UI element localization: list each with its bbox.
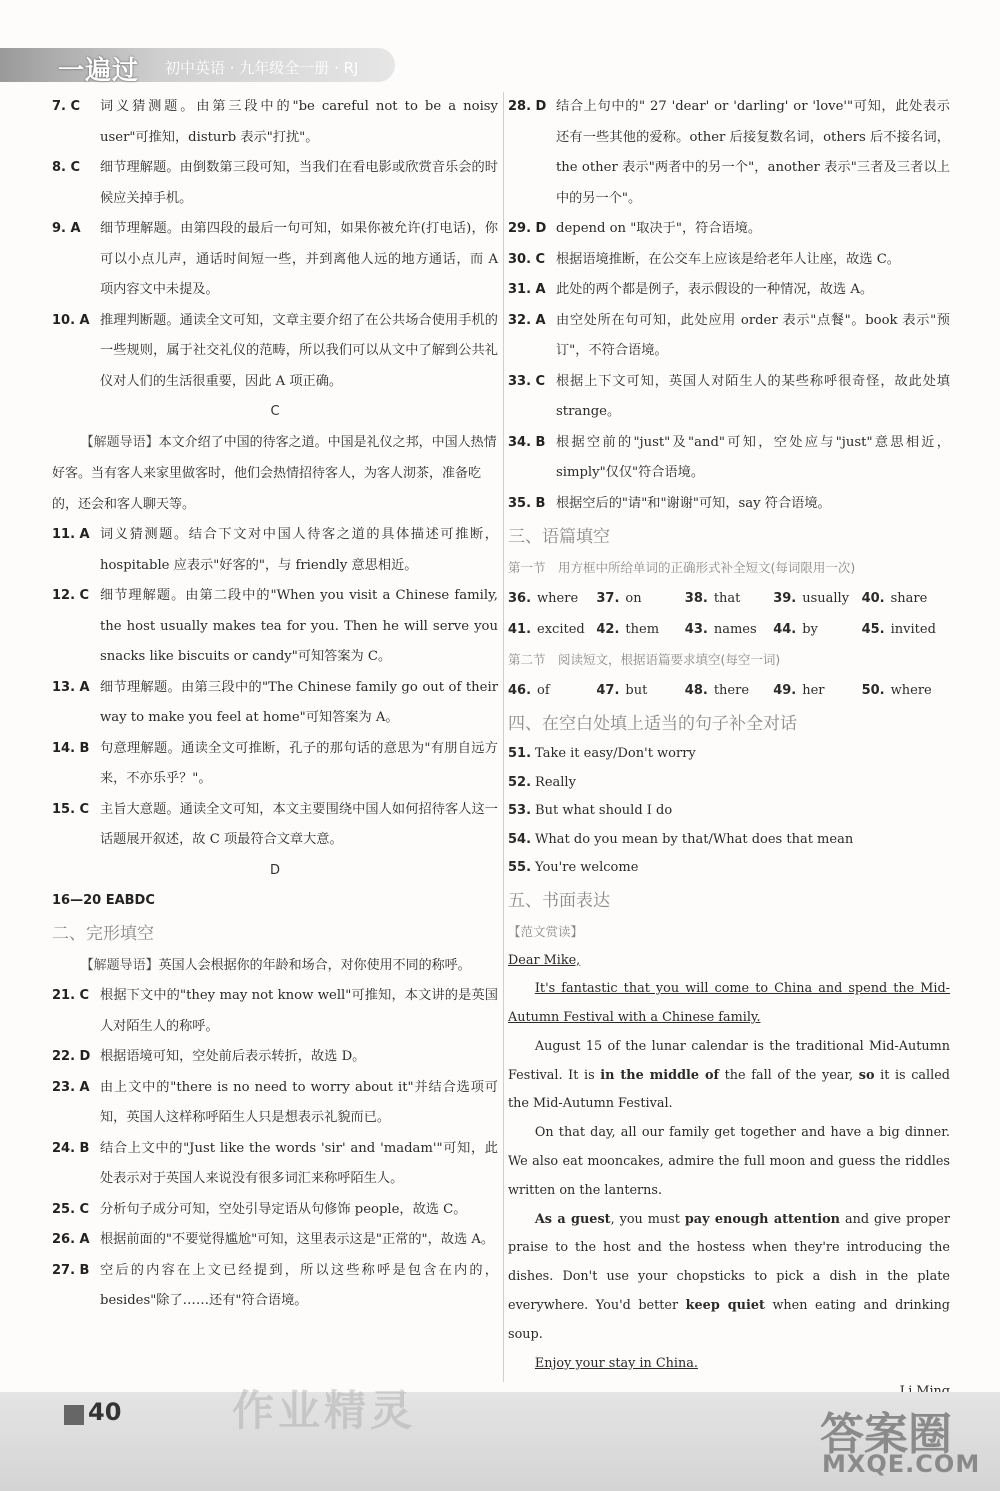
blank-number: 49. xyxy=(773,683,797,698)
answer-number: 29. D xyxy=(508,221,547,236)
book-title: 初中英语 · 九年级全一册 · RJ xyxy=(165,59,359,77)
answer-explanation: 根据下文中的"they may not know well"可推知，本文讲的是英国人对陌生人的称呼。 xyxy=(100,988,498,1034)
book-logo: 一遍过 xyxy=(58,56,140,86)
blank-answer xyxy=(508,583,596,614)
blank-word: usually xyxy=(802,591,850,606)
essay-highlight: pay enough attention xyxy=(684,1211,840,1227)
blank-answer xyxy=(773,614,861,645)
answer-item xyxy=(52,306,498,398)
blank-number: 39. xyxy=(773,591,797,606)
blank-answer xyxy=(862,675,950,706)
answer-explanation: 细节理解题。由第四段的最后一句可知，如果你被允许(打电话)，你可以小点儿声，通话时间短一些，并到离他人远的地方通话，而 A 项内容文中未提及。 xyxy=(100,221,498,297)
dialogue-answer xyxy=(508,797,950,826)
answer-list xyxy=(52,981,498,1317)
essay-highlight: keep quiet xyxy=(685,1298,765,1314)
blank-number: 47. xyxy=(596,683,620,698)
blank-answer xyxy=(685,583,773,614)
column-divider xyxy=(503,92,504,1382)
answer-grid-2 xyxy=(508,675,950,706)
answer-explanation: 细节理解题。由第三段中的"The Chinese family go out of their way to make you feel at home"可知答案为 A。 xyxy=(100,679,498,725)
blank-number: 40. xyxy=(861,591,885,606)
answer-explanation: 结合上文中的"Just like the words 'sir' and 'madam'"可知，此处表示对于英国人来说没有很多词汇来称呼陌生人。 xyxy=(100,1140,498,1186)
answer-number: 26. A xyxy=(52,1232,90,1247)
essay-closing: Enjoy your stay in China. xyxy=(534,1355,698,1371)
dialogue-answer xyxy=(508,854,950,883)
answer-grid-1 xyxy=(508,583,950,645)
answer-explanation: 由上文中的"there is no need to worry about it"并结合选项可知，英国人这样称呼陌生人只是想表示礼貌而已。 xyxy=(100,1079,498,1125)
answer-item xyxy=(508,306,950,367)
answer-number: 55. xyxy=(508,860,532,875)
blank-word: her xyxy=(802,683,825,698)
watermark: 作业精灵 xyxy=(232,1386,417,1435)
subsection-title-1: 第一节 用方框中所给单词的正确形式补全短文(每词限用一次) xyxy=(508,560,856,575)
essay-text: and give proper praise to the host and the hostess when they're introducing the dishes. Don't use your chopsticks to pick a dish in the plate everywhere. You'd better xyxy=(508,1211,951,1314)
essay-highlight: in the middle of xyxy=(600,1067,720,1083)
answer-number: 34. B xyxy=(508,434,546,450)
answer-item xyxy=(52,1073,498,1134)
answer-number: 25. C xyxy=(52,1201,90,1217)
essay-greeting: Dear Mike, xyxy=(508,952,581,968)
answer-explanation: 词义猜测题。结合下文对中国人待客之道的具体描述可推断，hospitable 应表示"好客的"，与 friendly 意思相近。 xyxy=(100,527,498,573)
blank-word: that xyxy=(713,591,741,606)
answer-item xyxy=(52,981,498,1042)
answer-number: 7. C xyxy=(52,99,81,114)
answer-number: 51. xyxy=(508,746,532,761)
answer-explanation: 结合上句中的" 27 'dear' or 'darling' or 'love'"可知，此处表示还有一些其他的爱称。other 后接复数名词，others 后不接名词，the other 表示"两者中的另一个"，another 表示"三者及三者以上中的另一个"。 xyxy=(556,99,950,206)
answer-explanation: 空后的内容在上文已经提到，所以这些称呼是包含在内的，besides"除了……还有"符合语境。 xyxy=(100,1262,498,1308)
answer-item xyxy=(508,92,950,214)
answer-item xyxy=(508,367,950,428)
answer-number: 10. A xyxy=(52,312,90,328)
answer-explanation: depend on "取决于"，符合语境。 xyxy=(556,221,762,236)
answer-list xyxy=(52,520,498,856)
answer-explanation: 根据语境可知，空处前后表示转折，故选 D。 xyxy=(100,1049,366,1064)
answer-number: 14. B xyxy=(52,740,90,756)
blank-word: on xyxy=(625,591,642,606)
answer-sentence: Take it easy/Don't worry xyxy=(535,746,696,761)
blank-answer xyxy=(773,675,861,706)
answer-item xyxy=(52,214,498,306)
solution-guide-c xyxy=(52,427,498,520)
guide-tag: 【解题导语】 xyxy=(80,435,159,450)
blank-number: 38. xyxy=(684,591,708,606)
answer-number: 28. D xyxy=(508,99,547,114)
answer-explanation: 词义猜测题。由第三段中的"be careful not to be a noisy user"可推知，disturb 表示"打扰"。 xyxy=(100,99,498,145)
answer-number: 53. xyxy=(508,803,532,818)
answer-item xyxy=(508,245,950,276)
blank-number: 41. xyxy=(508,622,532,637)
essay-paragraph-4 xyxy=(508,1206,950,1350)
sample-essay xyxy=(508,947,950,1408)
blank-answer xyxy=(596,675,684,706)
answer-item xyxy=(508,275,950,306)
answer-sentence: Really xyxy=(535,774,576,790)
answer-number: 11. A xyxy=(52,527,90,542)
blank-word: but xyxy=(625,683,648,698)
solution-guide-cloze xyxy=(52,950,498,981)
answer-number: 52. xyxy=(508,774,532,790)
answer-explanation: 主旨大意题。通读全文可知，本文主要围绕中国人如何招待客人这一话题展开叙述，故 C 项最符合文章大意。 xyxy=(100,801,498,847)
section-title-dialogue: 四、在空白处填上适当的句子补全对话 xyxy=(508,714,797,734)
answer-list xyxy=(508,92,950,519)
answer-number: 12. C xyxy=(52,588,90,603)
answer-item xyxy=(52,734,498,795)
answer-number: 15. C xyxy=(52,801,90,817)
essay-text: , you must xyxy=(610,1211,685,1227)
blank-number: 37. xyxy=(596,591,620,606)
answer-explanation: 根据空后的"请"和"谢谢"可知，say 符合语境。 xyxy=(556,495,831,511)
passage-label-d: D xyxy=(269,862,280,878)
blank-answer xyxy=(862,583,950,614)
guide-text: 英国人会根据你的年龄和场合，对你使用不同的称呼。 xyxy=(158,958,471,973)
dialogue-answer-list xyxy=(508,740,950,883)
answer-item xyxy=(508,428,950,489)
essay-paragraph-1: It's fantastic that you will come to China and spend the Mid-Autumn Festival with a Chinese family. xyxy=(508,981,950,1026)
answer-item xyxy=(52,795,498,856)
dialogue-answer xyxy=(508,826,950,855)
answer-number: 31. A xyxy=(508,282,546,297)
guide-tag: 【解题导语】 xyxy=(80,958,159,973)
answer-explanation: 根据上下文可知，英国人对陌生人的某些称呼很奇怪，故此处填 strange。 xyxy=(556,373,950,419)
essay-text: August 15 of the lunar calendar is the traditional Mid-Autumn Festival. It is xyxy=(508,1038,950,1083)
answer-explanation: 根据前面的"不要觉得尴尬"可知，这里表示这是"正常的"，故选 A。 xyxy=(100,1232,495,1247)
sample-essay-tag: 【范文赏读】 xyxy=(508,923,584,939)
answer-explanation: 根据空前的"just"及"and"可知，空处应与"just"意思相近，simply"仅仅"符合语境。 xyxy=(556,434,950,480)
answer-item xyxy=(52,153,498,214)
answer-item xyxy=(52,673,498,734)
blank-answer xyxy=(508,675,596,706)
blank-word: there xyxy=(713,683,750,698)
page-marker xyxy=(64,1405,84,1425)
answer-item xyxy=(52,1195,498,1226)
answer-number: 54. xyxy=(508,831,532,847)
answer-number: 30. C xyxy=(508,251,546,267)
blank-number: 48. xyxy=(684,683,708,698)
blank-word: by xyxy=(802,622,818,637)
blank-answer xyxy=(862,614,950,645)
blank-number: 44. xyxy=(773,622,797,637)
answer-explanation: 分析句子成分可知，空处引导定语从句修饰 people，故选 C。 xyxy=(100,1201,467,1217)
blank-word: share xyxy=(890,591,928,606)
section-title-writing: 五、书面表达 xyxy=(508,890,610,911)
blank-word: where xyxy=(890,683,932,698)
essay-text: it is called the Mid-Autumn Festival. xyxy=(508,1067,950,1112)
answer-item-d xyxy=(52,886,498,917)
answer-item xyxy=(52,1256,498,1317)
blank-answer xyxy=(596,614,684,645)
essay-text: when eating and drinking soup. xyxy=(508,1298,950,1342)
answer-sentence: You're welcome xyxy=(535,860,639,875)
guide-text: 本文介绍了中国的待客之道。中国是礼仪之邦，中国人热情好客。当有客人来家里做客时，他们会热情招待客人，为客人沏茶，准备吃的，还会和客人聊天等。 xyxy=(52,435,497,512)
blank-word: them xyxy=(625,622,660,637)
answer-number: 21. C xyxy=(52,988,90,1003)
blank-number: 45. xyxy=(861,622,885,637)
answer-item xyxy=(52,1042,498,1073)
essay-paragraph-3: On that day, all our family get together and have a big dinner. We also eat mooncakes, admire the full moon and guess the riddles written on the lanterns. xyxy=(508,1125,950,1198)
answer-explanation: 由空处所在句可知，此处应用 order 表示"点餐"。book 表示"预订"，不符合语境。 xyxy=(556,312,950,358)
blank-number: 50. xyxy=(861,683,885,698)
blank-answer xyxy=(685,675,773,706)
passage-label-c: C xyxy=(270,404,280,419)
blank-number: 46. xyxy=(508,683,532,698)
essay-text: the fall of the year, xyxy=(719,1067,859,1083)
answer-range: 16—20 EABDC xyxy=(52,892,155,908)
answer-number: 24. B xyxy=(52,1140,90,1156)
answer-number: 32. A xyxy=(508,312,546,328)
essay-paragraph-2 xyxy=(508,1033,950,1119)
answer-explanation: 推理判断题。通读全文可知，文章主要介绍了在公共场合使用手机的一些规则，属于社交礼仪的范畴，所以我们可以从文中了解到公共礼仪对人们的生活很重要，因此 A 项正确。 xyxy=(100,312,498,389)
blank-word: of xyxy=(537,683,550,698)
answer-number: 9. A xyxy=(52,221,81,236)
answer-item xyxy=(52,1225,498,1256)
blank-answer xyxy=(773,583,861,614)
answer-explanation: 根据语境推断，在公交车上应该是给老年人让座，故选 C。 xyxy=(556,251,900,267)
section-title-passage-fill: 三、语篇填空 xyxy=(508,527,610,547)
right-column xyxy=(508,92,950,1407)
blank-answer xyxy=(508,614,596,645)
page-number: 40 xyxy=(88,1398,122,1426)
essay-highlight: As a guest xyxy=(534,1211,611,1227)
blank-number: 42. xyxy=(596,622,620,637)
answer-explanation: 细节理解题。由倒数第三段可知，当我们在看电影或欣赏音乐会的时候应关掉手机。 xyxy=(100,160,498,206)
section-title-cloze: 二、完形填空 xyxy=(52,924,154,944)
brand-url: MXQE.COM xyxy=(822,1450,981,1478)
answer-item xyxy=(508,489,950,520)
blank-number: 43. xyxy=(684,622,708,637)
answer-number: 35. B xyxy=(508,495,546,511)
left-column xyxy=(52,92,498,1317)
answer-sentence: But what should I do xyxy=(535,803,673,818)
brand-logo: 答案圈 xyxy=(820,1409,952,1460)
answer-item xyxy=(52,520,498,581)
answer-number: 27. B xyxy=(52,1262,90,1278)
answer-number: 8. C xyxy=(52,160,81,175)
answer-number: 22. D xyxy=(52,1049,91,1064)
answer-number: 33. C xyxy=(508,373,546,389)
blank-word: where xyxy=(537,591,579,606)
answer-explanation: 句意理解题。通读全文可推断，孔子的那句话的意思为"有朋自远方来，不亦乐乎？"。 xyxy=(100,740,498,786)
answer-item xyxy=(52,581,498,673)
answer-number: 13. A xyxy=(52,679,90,695)
answer-item xyxy=(52,92,498,153)
blank-answer xyxy=(685,614,773,645)
dialogue-answer xyxy=(508,769,950,798)
answer-item xyxy=(508,214,950,245)
blank-word: names xyxy=(713,622,757,637)
blank-number: 36. xyxy=(508,591,532,606)
answer-sentence: What do you mean by that/What does that mean xyxy=(535,831,854,847)
answer-list xyxy=(52,92,498,397)
blank-word: excited xyxy=(537,622,585,637)
answer-item xyxy=(52,1134,498,1195)
dialogue-answer xyxy=(508,740,950,769)
answer-explanation: 细节理解题。由第二段中的"When you visit a Chinese family, the host usually makes tea for you. Then he will serve you snacks like biscuits or candy"可知答案为 C。 xyxy=(100,588,498,664)
page-header xyxy=(0,48,395,84)
answer-number: 23. A xyxy=(52,1079,90,1095)
blank-answer xyxy=(596,583,684,614)
answer-explanation: 此处的两个都是例子，表示假设的一种情况，故选 A。 xyxy=(556,282,874,297)
subsection-title-2: 第二节 阅读短文，根据语篇要求填空(每空一词) xyxy=(508,652,781,667)
essay-highlight: so xyxy=(858,1067,875,1083)
blank-word: invited xyxy=(890,622,936,637)
